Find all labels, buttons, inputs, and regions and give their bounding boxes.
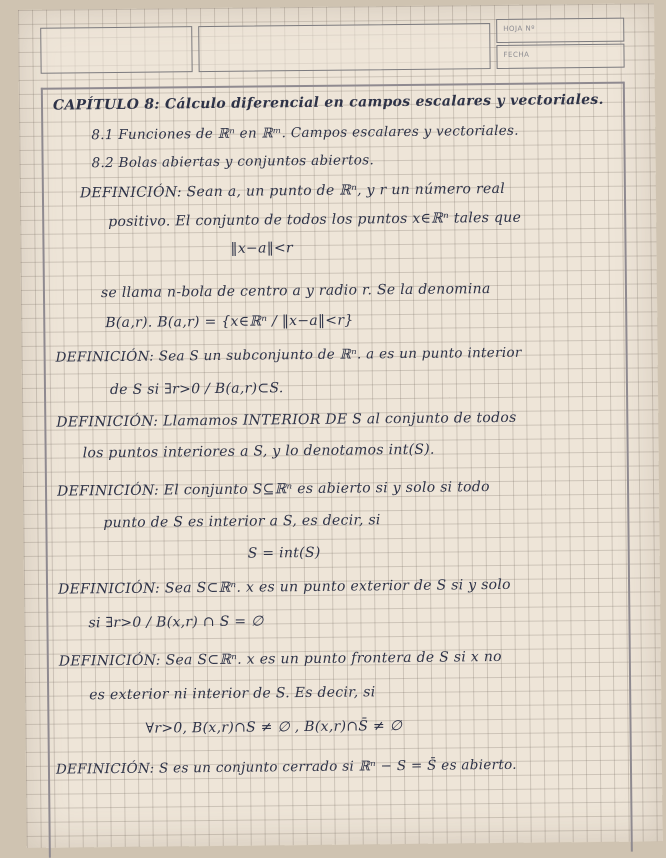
definition-interior-point-line2: de S si ∃r>0 / B(a,r)⊂S. [109, 380, 284, 399]
notebook-page [18, 3, 663, 848]
formula-boundary: ∀r>0, B(x,r)∩S ≠ ∅ , B(x,r)∩S̄ ≠ ∅ [145, 718, 403, 737]
definition-nball-line3: se llama n-bola de centro a y radio r. Se la denomina [100, 281, 491, 302]
date-box [496, 44, 624, 69]
formula-ball: B(a,r). B(a,r) = {x∈ℝⁿ / ‖x−a‖<r} [105, 312, 354, 332]
right-margin-line [623, 82, 633, 852]
sheet-number-label: HOJA Nº [503, 24, 536, 33]
definition-exterior-line2: si ∃r>0 / B(x,r) ∩ S = ∅ [88, 613, 264, 632]
left-margin-line [41, 88, 51, 858]
top-rule [41, 82, 624, 90]
sheet-number-box [496, 18, 624, 43]
definition-interior-line2: los puntos interiores a S, y lo denotamos int(S). [82, 441, 435, 462]
formula-norm: ‖x−a‖<r [230, 240, 294, 257]
definition-open-set-line1: DEFINICIÓN: El conjunto S⊆ℝⁿ es abierto si y solo si todo [56, 479, 490, 500]
definition-boundary-line2: es exterior ni interior de S. Es decir, si [89, 684, 376, 704]
definition-closed-set: DEFINICIÓN: S es un conjunto cerrado si ℝⁿ − S = S̄ es abierto. [55, 756, 517, 778]
definition-nball-line2: positivo. El conjunto de todos los puntos x∈ℝⁿ tales que [108, 209, 522, 231]
header-box-left [40, 26, 192, 74]
definition-exterior-line1: DEFINICIÓN: Sea S⊂ℝⁿ. x es un punto exterior de S si y solo [57, 576, 511, 598]
section-8-2: 8.2 Bolas abiertas y conjuntos abiertos. [91, 152, 375, 172]
definition-nball-line1: DEFINICIÓN: Sean a, un punto de ℝⁿ, y r un número real [79, 180, 506, 202]
formula-open-set: S = int(S) [247, 544, 321, 562]
chapter-title: CAPÍTULO 8: Cálculo diferencial en campos escalares y vectoriales. [52, 91, 604, 114]
section-8-1: 8.1 Funciones de ℝⁿ en ℝᵐ. Campos escalares y vectoriales. [91, 122, 519, 144]
definition-interior-line1: DEFINICIÓN: Llamamos INTERIOR DE S al conjunto de todos [56, 409, 517, 431]
definition-interior-point-line1: DEFINICIÓN: Sea S un subconjunto de ℝⁿ. a es un punto interior [55, 344, 522, 366]
definition-boundary-line1: DEFINICIÓN: Sea S⊂ℝⁿ. x es un punto frontera de S si x no [58, 648, 502, 670]
date-label: FECHA [503, 50, 530, 59]
definition-open-set-line2: punto de S es interior a S, es decir, si [103, 512, 381, 532]
header-box-middle [198, 23, 490, 72]
